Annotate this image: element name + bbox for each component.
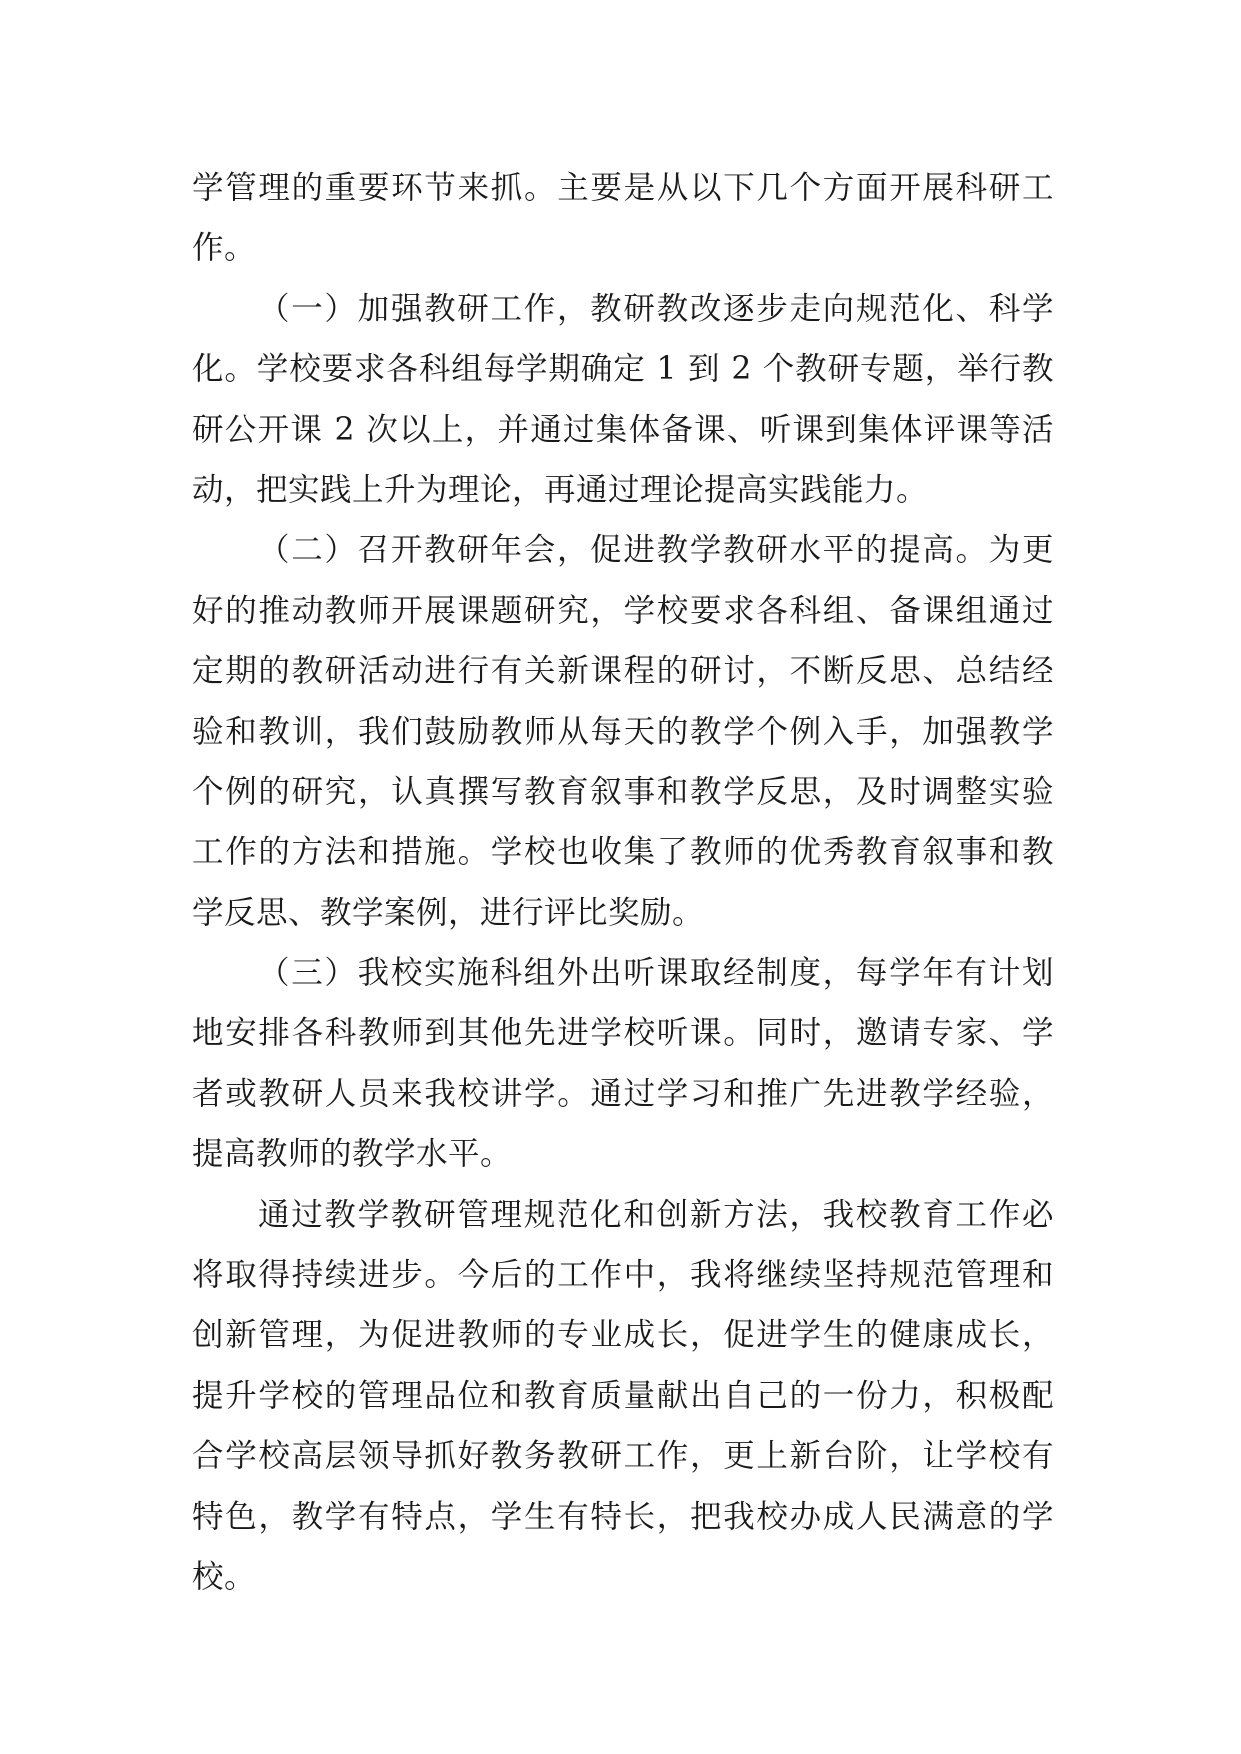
text-line: 合学校高层领导抓好教务教研工作，更上新台阶，让学校有 <box>192 1438 1054 1475</box>
text-line: 特色，教学有特点，学生有特长，把我校办成人民满意的学 <box>192 1498 1054 1535</box>
text-line: 学管理的重要环节来抓。主要是从以下几个方面开展科研工 <box>192 170 1054 206</box>
text-line: 地安排各科教师到其他先进学校听课。同时，邀请专家、学 <box>192 1015 1054 1052</box>
text-line: （三）我校实施科组外出听课取经制度，每学年有计划 <box>258 955 1054 992</box>
text-line: 定期的教研活动进行有关新课程的研讨，不断反思、总结经 <box>192 653 1054 690</box>
text-line: 工作的方法和措施。学校也收集了教师的优秀教育叙事和教 <box>192 834 1054 871</box>
text-line: 提高教师的教学水平。 <box>192 1136 513 1173</box>
text-line: 提升学校的管理品位和教育质量献出自己的一份力，积极配 <box>192 1377 1054 1414</box>
text-line: 好的推动教师开展课题研究，学校要求各科组、备课组通过 <box>192 592 1054 629</box>
text-line: 学反思、教学案例，进行评比奖励。 <box>192 894 705 931</box>
text-line: （二）召开教研年会，促进教学教研水平的提高。为更 <box>258 532 1054 569</box>
text-line: 创新管理，为促进教师的专业成长，促进学生的健康成长， <box>192 1317 1054 1354</box>
text-line: 个例的研究，认真撰写教育叙事和教学反思，及时调整实验 <box>192 773 1054 810</box>
text-line: 作。 <box>192 230 257 267</box>
text-line: 校。 <box>192 1558 257 1595</box>
text-line: 者或教研人员来我校讲学。通过学习和推广先进教学经验， <box>192 1075 1054 1112</box>
text-line: 验和教训，我们鼓励教师从每天的教学个例入手，加强教学 <box>192 713 1054 750</box>
document-body <box>192 158 1054 1607</box>
text-line: 通过教学教研管理规范化和创新方法，我校教育工作必 <box>258 1196 1054 1233</box>
text-line: 化。学校要求各科组每学期确定 1 到 2 个教研专题，举行教 <box>192 351 1054 388</box>
text-line: 将取得持续进步。今后的工作中，我将继续坚持规范管理和 <box>192 1257 1054 1294</box>
text-line: 研公开课 2 次以上，并通过集体备课、听课到集体评课等活 <box>192 411 1054 448</box>
text-line: （一）加强教研工作，教研教改逐步走向规范化、科学 <box>258 290 1054 327</box>
text-line: 动，把实践上升为理论，再通过理论提高实践能力。 <box>192 471 929 508</box>
